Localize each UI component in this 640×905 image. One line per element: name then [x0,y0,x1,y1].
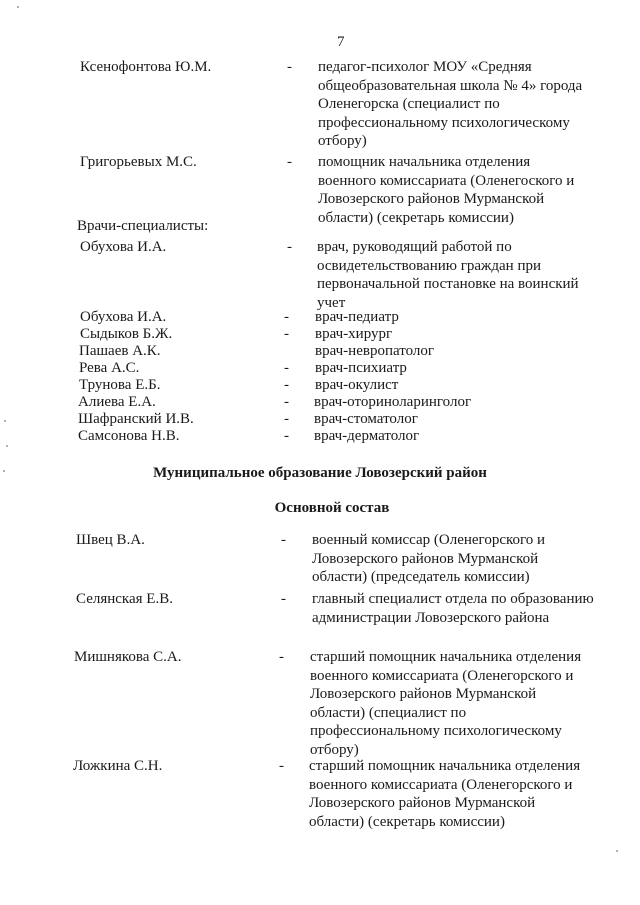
doctor-role: врач-оториноларинголог [314,394,472,410]
member-name: Мишнякова С.А. [74,649,182,665]
member-name: Ложкина С.Н. [73,758,163,774]
doctor-role: врач-хирург [315,326,393,342]
doctor-name: Трунова Е.Б. [79,377,161,393]
doctor-name: Алиева Е.А. [78,394,156,410]
subsection-title: Основной состав [274,500,390,516]
doctor-role: врач-невропатолог [315,343,435,359]
doctor-name: Шафранский И.В. [78,411,194,427]
doctor-name: Самсонова Н.В. [78,428,180,444]
doctor-role: врач-стоматолог [314,411,418,427]
member-name: Григорьевых М.С. [80,154,197,170]
doctor-dash: - [284,360,289,376]
doctor-dash: - [284,309,289,325]
member-role: врач, руководящий работой по освидетельствованию граждан при первоначальной постановке на воинский учет [317,239,579,311]
member-dash: - [287,239,292,255]
doctor-dash: - [284,394,289,410]
doctor-dash: - [284,411,289,427]
doctor-dash: - [284,326,289,342]
member-name: Ксенофонтова Ю.М. [80,59,212,75]
member-role: старший помощник начальника отделения военного комиссариата (Оленегорского и Ловозерского районов Мурманской области) (специалист по профессиональному психологическому отбору) [310,649,582,758]
member-role: главный специалист отдела по образованию администрации Ловозерского района [312,591,594,626]
member-dash: - [287,154,292,170]
member-name: Швец В.А. [76,532,145,548]
doctor-role: врач-педиатр [315,309,399,325]
doctor-name: Сыдыков Б.Ж. [80,326,173,342]
scan-speck [17,6,19,8]
doctor-dash: - [284,377,289,393]
doctor-name: Рева А.С. [79,360,140,376]
member-name: Обухова И.А. [80,239,167,255]
member-dash: - [279,758,284,774]
doctor-role: врач-психиатр [315,360,407,376]
doctor-name: Пашаев А.К. [79,343,161,359]
member-dash: - [281,532,286,548]
member-role: педагог-психолог МОУ «Средняя общеобразовательная школа № 4» города Оленегорска (специалист по профессиональному психологическому отбору) [318,59,583,149]
scan-speck [3,470,5,472]
doctor-dash: - [284,428,289,444]
section-title: Муниципальное образование Ловозерский район [153,465,487,481]
member-dash: - [281,591,286,607]
page-number: 7 [337,34,345,50]
member-dash: - [287,59,292,75]
member-role: военный комиссар (Оленегорского и Ловозерского районов Мурманской области) (председатель комиссии) [312,532,546,585]
doctor-role: врач-окулист [315,377,399,393]
member-dash: - [279,649,284,665]
member-role: старший помощник начальника отделения военного комиссариата (Оленегорского и Ловозерского районов Мурманской области) (секретарь комиссии) [309,758,581,830]
scan-speck [4,420,6,422]
doctor-name: Обухова И.А. [80,309,167,325]
member-role: помощник начальника отделения военного комиссариата (Оленегоского и Ловозерского районов Мурманской области) (секретарь комиссии) [318,154,575,226]
doctors-label: Врачи-специалисты: [77,218,209,234]
scan-speck [616,850,618,852]
doctor-role: врач-дерматолог [314,428,420,444]
scan-speck [6,445,8,447]
member-name: Селянская Е.В. [76,591,173,607]
